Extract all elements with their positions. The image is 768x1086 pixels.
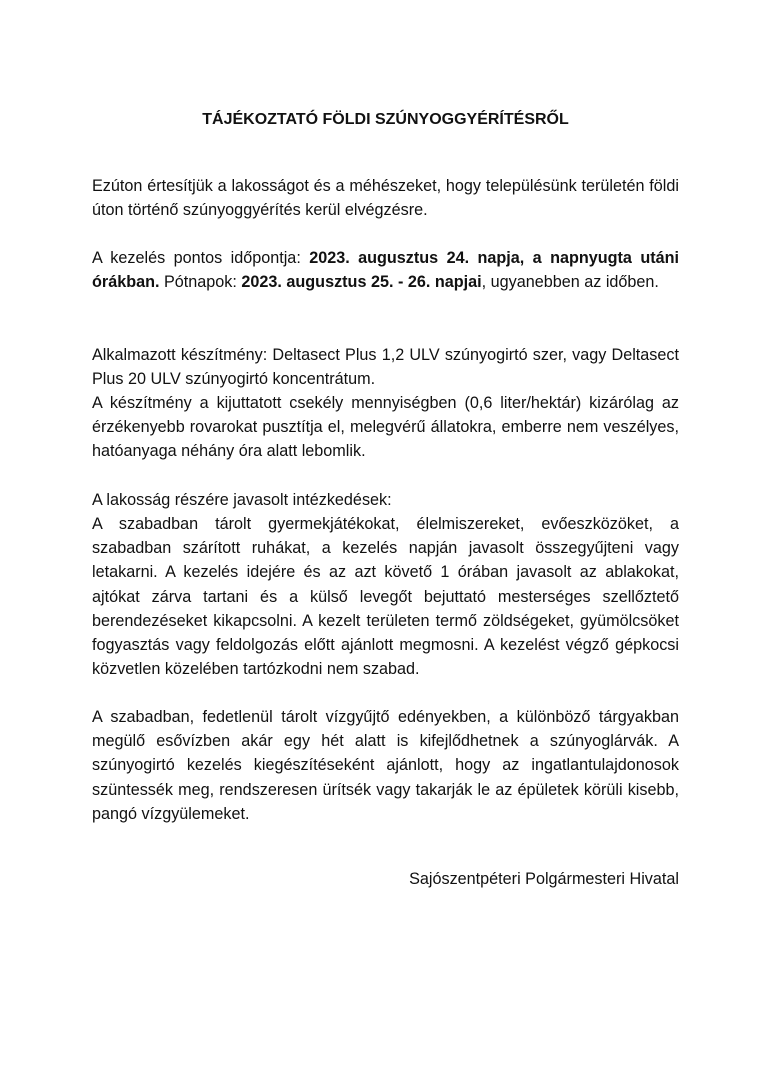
product-paragraph: Alkalmazott készítmény: Deltasect Plus 1,2 ULV szúnyogirtó szer, vagy Deltasect Plus 20 ULV szúnyogirtó koncentrátum. [92,346,679,389]
measures-paragraph-2: A szabadban, fedetlenül tárolt vízgyűjtő edényekben, a különböző tárgyakban megülő esővízben akár egy hét alatt is kifejlődhetnek a szúnyoglárvák. A szúnyogirtó kezelés kiegészítéseként ajánlott, hogy az ingatlantulajdonosok szüntessék meg, rendszeresen ürítsék vagy takarják le az épületek körüli kisebb, pangó vízgyülemeket. [92,708,679,823]
document-title: TÁJÉKOZTATÓ FÖLDI SZÚNYOGGYÉRÍTÉSRŐL [202,111,569,128]
measures-paragraph-1: A szabadban tárolt gyermekjátékokat, élelmiszereket, evőeszközöket, a szabadban szárított ruhákat, a kezelés napján javasolt összegyűjteni vagy letakarni. A kezelés idejére és az azt követő 1 órában javasolt az ablakokat, ajtókat zárva tartani és a külső levegőt bejuttató mesterséges szellőztető berendezéseket kikapcsolni. A kezelt területen termő zöldségeket, gyümölcsöket fogyasztás vagy feldolgozás előtt ajánlott megmosni. A kezelést végző gépkocsi közvetlen közelében tartózkodni nem szabad. [92,515,679,679]
timing-main-date: 2023. augusztus 24. napja, a napnyugta utáni órákban. [92,249,679,292]
timing-suffix: , ugyanebben az időben. [481,273,659,292]
intro-paragraph: Ezúton értesítjük a lakosságot és a méhészeket, hogy településünk területén földi úton történő szúnyoggyérítés kerül elvégzésre. [92,177,679,220]
measures-heading: A lakosság részére javasolt intézkedések: [92,491,392,509]
timing-prefix: A kezelés pontos időpontja: [92,249,310,267]
timing-spare-dates: 2023. augusztus 25. - 26. napjai [241,273,482,292]
timing-paragraph [92,246,679,294]
timing-spare-prefix: Pótnapok: [159,273,242,292]
signature: Sajószentpéteri Polgármesteri Hivatal [409,870,679,888]
product-effect-paragraph: A készítmény a kijuttatott csekély mennyiségben (0,6 liter/hektár) kizárólag az érzékenyebb rovarokat pusztítja el, melegvérű állatokra, emberre nem veszélyes, hatóanyaga néhány óra alatt lebomlik. [92,394,679,461]
